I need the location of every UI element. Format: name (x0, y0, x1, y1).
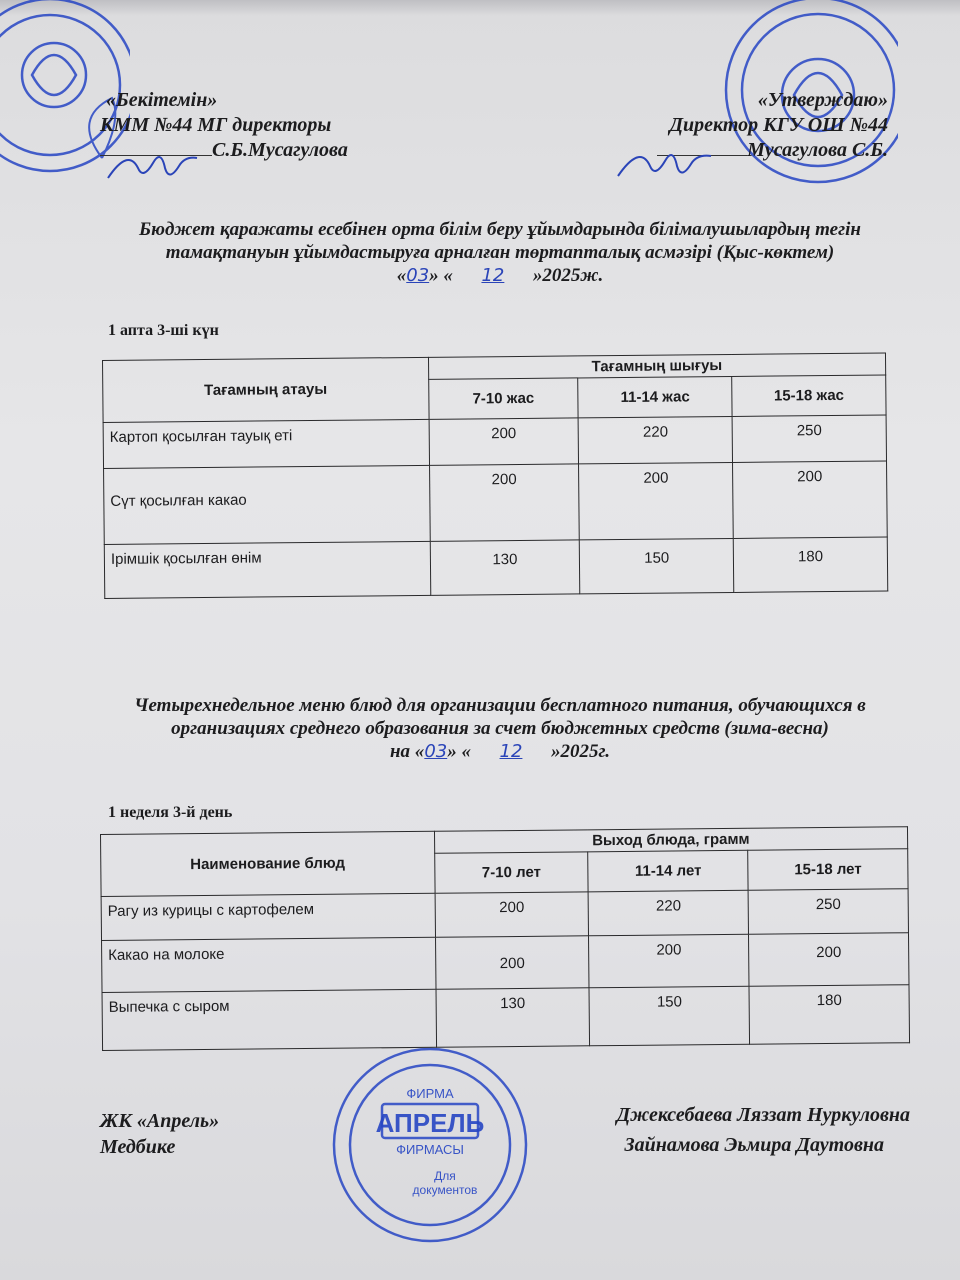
signature-ru-icon (612, 136, 722, 186)
date-ru-close: »2025г. (550, 741, 610, 762)
yield-b: 200 (579, 462, 734, 539)
date-ru-open: на « (390, 741, 425, 762)
dish-name: Ірімшік қосылған өнім (104, 541, 430, 598)
date-kz-close: »2025ж. (532, 265, 604, 286)
approval-kz-position: КММ №44 МГ директоры (100, 114, 332, 136)
footer-company (100, 1108, 219, 1160)
approval-ru-title: «Утверждаю» (757, 89, 888, 111)
day-label-kz: 1 апта 3-ші күн (108, 322, 219, 339)
date-ru-month: 12 (499, 741, 523, 762)
col-header-yield: Выход блюда, грамм (434, 827, 908, 854)
yield-c: 180 (733, 537, 887, 592)
date-kz-open: « (396, 265, 407, 286)
col-header-age-a: 7-10 жас (428, 378, 578, 419)
table-row (104, 537, 887, 599)
stamp-name: АПРЕЛЬ (375, 1108, 485, 1138)
stamp-firm-label: ФИРМА (406, 1086, 454, 1101)
approval-kz-title: «Бекітемін» (106, 89, 218, 111)
stamp-docs-line2: документов (412, 1183, 478, 1197)
table-row (102, 985, 910, 1051)
yield-b: 150 (589, 986, 749, 1046)
footer-signatories (520, 1100, 910, 1160)
yield-a: 200 (429, 464, 580, 541)
title-kz-line2: тамақтануын ұйымдастыруға арналған төртапталық асмәзірі (Қыс-көктем) (165, 242, 835, 263)
yield-b: 220 (588, 890, 748, 936)
yield-a: 200 (435, 892, 589, 937)
date-kz-day: 03 (406, 265, 430, 286)
yield-c: 250 (748, 889, 908, 935)
yield-c: 250 (732, 415, 886, 462)
dish-name: Выпечка с сыром (102, 989, 436, 1050)
dish-name: Картоп қосылған тауық еті (103, 419, 429, 468)
date-kz-month: 12 (481, 265, 505, 286)
col-header-yield: Тағамның шығуы (428, 353, 886, 379)
signatory-1: Джексебаева Ляззат Нуркуловна (616, 1104, 910, 1126)
col-header-age-c: 15-18 лет (748, 849, 908, 891)
yield-b: 150 (580, 538, 734, 593)
date-ru-mid: » « (447, 741, 471, 762)
date-kz-mid: » « (429, 265, 453, 286)
firm-stamp-april (330, 1040, 530, 1250)
title-ru-line1: Четырехнедельное меню блюд для организации бесплатного питания, обучающихся в (134, 695, 866, 716)
yield-b: 220 (578, 416, 732, 463)
yield-c: 180 (749, 985, 909, 1045)
stamp-docs-line1: Для (434, 1169, 456, 1183)
title-ru-line2: организациях среднего образования за счет бюджетных средств (зима-весна) (171, 718, 829, 739)
col-header-name: Тағамның атауы (103, 357, 429, 422)
footer-company-name: ЖК «Апрель» (100, 1110, 220, 1132)
day-label-ru: 1 неделя 3-й день (108, 804, 233, 821)
col-header-age-b: 11-14 лет (588, 850, 748, 892)
table-row (102, 933, 909, 993)
col-header-name: Наименование блюд (101, 831, 435, 896)
yield-a: 130 (436, 988, 590, 1047)
yield-c: 200 (733, 461, 888, 538)
approval-ru-position: Директор КГУ ОШ №44 (669, 114, 888, 136)
signatory-2: Зайнамова Эьмира Даутовна (624, 1134, 884, 1156)
yield-a: 130 (430, 540, 580, 595)
col-header-age-b: 11-14 жас (578, 376, 732, 417)
col-header-age-a: 7-10 лет (434, 852, 588, 893)
title-kz-line1: Бюджет қаражаты есебінен орта білім беру ұйымдарында білімалушылардың тегін (139, 219, 861, 240)
dish-name: Какао на молоке (102, 937, 436, 992)
yield-b: 200 (589, 934, 749, 988)
col-header-age-c: 15-18 жас (732, 375, 886, 416)
table-row (104, 461, 888, 545)
table-row (101, 889, 908, 941)
dish-name: Рагу из курицы с картофелем (101, 893, 435, 940)
title-kz (96, 218, 904, 287)
approval-kz-name: С.Б.Мусагулова (212, 139, 348, 161)
title-ru (96, 694, 904, 763)
stamp-firm-label-kz: ФИРМАСЫ (396, 1142, 464, 1157)
yield-a: 200 (435, 936, 589, 989)
footer-company-role: Медбике (100, 1136, 176, 1158)
menu-table-kz (102, 352, 888, 599)
yield-a: 200 (429, 418, 579, 465)
dish-name: Сүт қосылған какао (104, 465, 430, 544)
signature-kz-icon (100, 140, 210, 190)
table-row (103, 415, 886, 469)
menu-table-ru (100, 826, 910, 1051)
date-ru-day: 03 (424, 741, 448, 762)
yield-c: 200 (749, 933, 909, 987)
approval-ru-name: Мусагулова С.Б. (747, 139, 888, 161)
